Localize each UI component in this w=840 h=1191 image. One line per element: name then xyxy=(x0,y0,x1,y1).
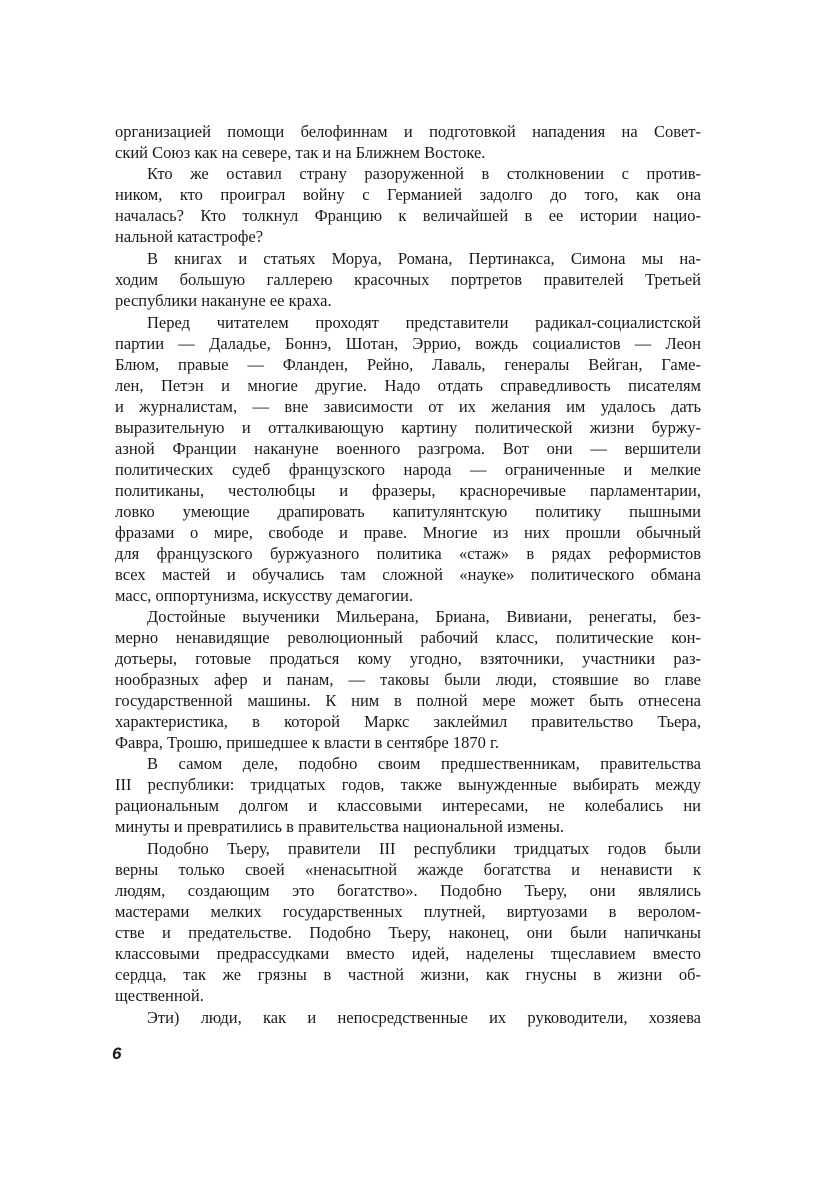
text-line: В книгах и статьях Моруа, Романа, Пертинакса, Симона мы на- xyxy=(147,249,701,268)
text-line: минуты и превратились в правительства национальной измены. xyxy=(115,817,565,836)
page-number: 6 xyxy=(112,1044,122,1063)
text-line: мерно ненавидящие революционный рабочий класс, политические кон- xyxy=(115,628,701,647)
text-line: государственной машины. К ним в полной мере может быть отнесена xyxy=(115,691,701,710)
text-line: Эти) люди, как и непосредственные их руководители, хозяева xyxy=(147,1008,701,1027)
text-line: и журналистам, — вне зависимости от их желания им удалось дать xyxy=(115,397,701,416)
text-line: выразительную и отталкивающую картину политической жизни буржу- xyxy=(115,418,701,437)
text-line: азной Франции накануне военного разгрома. Вот они — вершители xyxy=(115,439,701,458)
text-line: фразами о мире, свободе и праве. Многие из них прошли обычный xyxy=(115,523,701,542)
text-line: политиканы, честолюбцы и фразеры, красноречивые парламентарии, xyxy=(115,481,701,500)
text-line: нообразных афер и панам, — таковы были люди, стоявшие во главе xyxy=(115,670,701,689)
text-line: Подобно Тьеру, правители III республики тридцатых годов были xyxy=(147,839,701,858)
text-line: мастерами мелких государственных плутней, виртуозами в веролом- xyxy=(115,902,701,921)
text-line: ский Союз как на севере, так и на Ближнем Востоке. xyxy=(115,143,486,162)
text-line: людям, создающим это богатство». Подобно Тьеру, они являлись xyxy=(115,881,701,900)
text-line: республики накануне ее краха. xyxy=(115,291,332,310)
text-line: партии — Даладье, Боннэ, Шотан, Эррио, вождь социалистов — Леон xyxy=(115,334,701,353)
text-line: организацией помощи белофиннам и подготовкой нападения на Совет- xyxy=(115,122,701,141)
text-line: для французского буржуазного политика «стаж» в рядах реформистов xyxy=(115,544,701,563)
text-line: ходим большую галлерею красочных портретов правителей Третьей xyxy=(115,270,701,289)
text-line: Кто же оставил страну разоруженной в столкновении с против- xyxy=(147,164,701,183)
text-line: щественной. xyxy=(115,986,204,1005)
text-line: классовыми предрассудками вместо идей, наделены тщеславием вместо xyxy=(115,944,701,963)
text-line: Перед читателем проходят представители радикал-социалистской xyxy=(147,313,701,332)
text-line: началась? Кто толкнул Францию к величайшей в ее истории нацио- xyxy=(115,206,701,225)
text-line: рациональным долгом и классовыми интересами, не колебались ни xyxy=(115,796,701,815)
text-line: Блюм, правые — Фланден, Рейно, Лаваль, генералы Вейган, Гаме- xyxy=(115,355,701,374)
text-line: сердца, так же грязны в частной жизни, как гнусны в жизни об- xyxy=(115,965,701,984)
text-line: верны только своей «ненасытной жажде богатства и ненависти к xyxy=(115,860,701,879)
text-line: всех мастей и обучались там сложной «науке» политического обмана xyxy=(115,565,701,584)
text-line: ловко умеющие драпировать капитулянтскую политику пышными xyxy=(115,502,701,521)
text-line: Фавра, Трошю, пришедшее к власти в сентябре 1870 г. xyxy=(115,733,499,752)
text-line: стве и предательстве. Подобно Тьеру, наконец, они были напичканы xyxy=(115,923,701,942)
text-line: нальной катастрофе? xyxy=(115,227,264,246)
text-line: Достойные выученики Мильерана, Бриана, Вивиани, ренегаты, без- xyxy=(147,607,701,626)
text-line: масс, оппортунизма, искусству демагогии. xyxy=(115,586,414,605)
text-line: политических судеб французского народа — ограниченные и мелкие xyxy=(115,460,701,479)
text-line: В самом деле, подобно своим предшественникам, правительства xyxy=(147,754,701,773)
text-line: III республики: тридцатых годов, также вынужденные выбирать между xyxy=(115,775,701,794)
text-line: ником, кто проиграл войну с Германией задолго до того, как она xyxy=(115,185,701,204)
text-line: характеристика, в которой Маркс заклеймил правительство Тьера, xyxy=(115,712,701,731)
text-line: лен, Петэн и многие другие. Надо отдать справедливость писателям xyxy=(115,376,701,395)
text-line: дотьеры, готовые продаться кому угодно, взяточники, участники раз- xyxy=(115,649,701,668)
